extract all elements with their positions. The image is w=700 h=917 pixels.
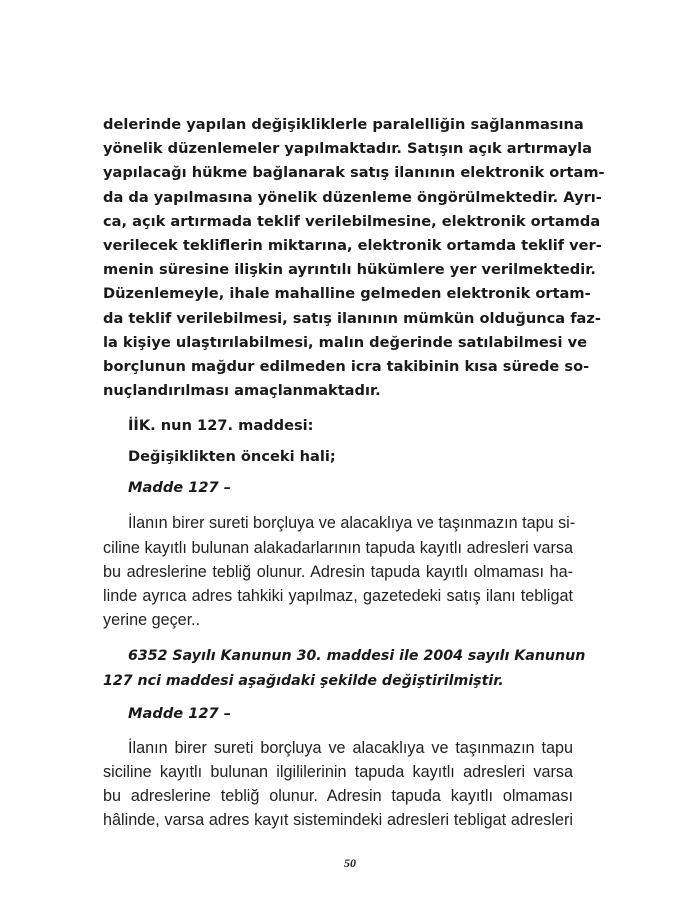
text-line: İlanın birer sureti borçluya ve alacaklıya ve taşınmazın tapu si- bbox=[128, 514, 576, 533]
text-line: da da yapılmasına yönelik düzenleme öngörülmektedir. Ayrı- bbox=[103, 188, 602, 206]
text-line: 6352 Sayılı Kanunun 30. maddesi ile 2004 sayılı Kanunun bbox=[128, 648, 586, 665]
text-line: hâlinde, varsa adres kayıt sistemindeki adresleri tebligat adresleri bbox=[103, 811, 573, 830]
text-line: linde ayrıca adres tahkiki yapılmaz, gazetedeki satış ilanı tebligat bbox=[103, 587, 573, 606]
text-line: bu adreslerine tebliğ olunur. Adresin tapuda kayıtlı olmaması ha- bbox=[103, 562, 573, 581]
text-line: 127 nci maddesi aşağıdaki şekilde değiştirilmiştir. bbox=[103, 672, 504, 689]
text-line: İlanın birer sureti borçluya ve alacaklıya ve taşınmazın tapu bbox=[128, 738, 573, 757]
intro-paragraph bbox=[103, 113, 605, 403]
text-line: la kişiye ulaştırılabilmesi, malın değerinde satılabilmesi ve bbox=[103, 333, 587, 351]
text-line: siciline kayıtlı bulunan ilgililerinin tapuda kayıtlı adresleri varsa bbox=[103, 763, 573, 782]
text-line: ca, açık artırmada teklif verilebilmesine, elektronik ortamda bbox=[103, 212, 601, 230]
text-line: yönelik düzenlemeler yapılmaktadır. Satışın açık artırmayla bbox=[103, 140, 592, 158]
old-article-text bbox=[103, 511, 576, 632]
text-line: menin süresine ilişkin ayrıntılı hükümlere yer verilmektedir. bbox=[103, 261, 596, 279]
text-line: borçlunun mağdur edilmeden icra takibinin kısa sürede so- bbox=[103, 358, 590, 376]
text-line: bu adreslerine tebliğ olunur. Adresin tapuda kayıtlı olmaması bbox=[103, 787, 573, 806]
amendment-note bbox=[103, 644, 586, 692]
document-page bbox=[103, 113, 605, 833]
text-line: verilecek tekliflerin miktarına, elektronik ortamda teklif ver- bbox=[103, 237, 602, 255]
new-article-text bbox=[103, 736, 573, 833]
madde-label-old: Madde 127 – bbox=[128, 479, 232, 497]
page-number: 50 bbox=[344, 856, 356, 870]
text-line: ciline kayıtlı bulunan alakadarlarının tapuda kayıtlı adresleri varsa bbox=[103, 538, 573, 557]
text-line: da teklif verilebilmesi, satış ilanının mümkün olduğunca faz- bbox=[103, 309, 601, 327]
article-heading: İİK. nun 127. maddesi: bbox=[128, 417, 314, 435]
text-line: Düzenlemeyle, ihale mahalline gelmeden elektronik ortam- bbox=[103, 285, 591, 303]
text-line: yapılacağı hükme bağlanarak satış ilanının elektronik ortam- bbox=[103, 164, 605, 182]
text-line: delerinde yapılan değişikliklerle paralelliğin sağlanmasına bbox=[103, 116, 584, 133]
text-line: yerine geçer.. bbox=[103, 611, 201, 630]
before-change-heading: Değişiklikten önceki hali; bbox=[128, 448, 336, 466]
madde-label-new: Madde 127 – bbox=[128, 704, 232, 722]
text-line: nuçlandırılması amaçlanmaktadır. bbox=[103, 382, 381, 400]
